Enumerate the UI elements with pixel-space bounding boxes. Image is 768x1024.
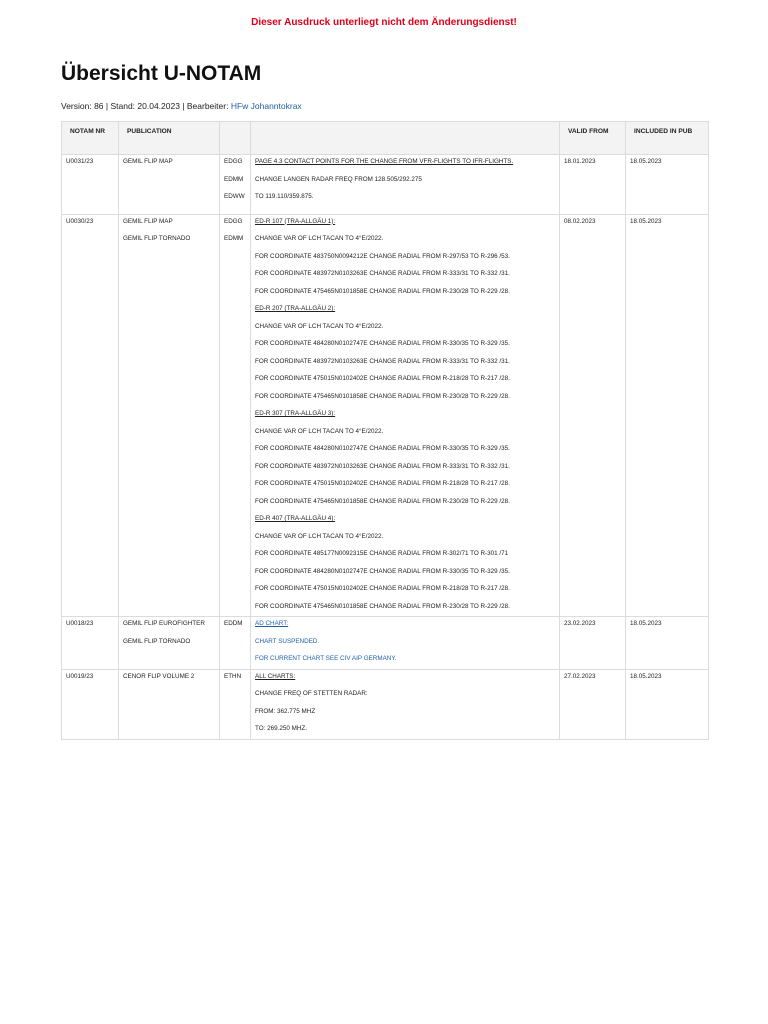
meta-text: Version: 86 | Stand: 20.04.2023 | Bearbeiter: (61, 101, 231, 111)
notam-text-line: FOR COORDINATE 475465N0101858E CHANGE RADIAL FROM R-230/28 TO R-229 /28. (255, 287, 510, 295)
location-code: EDMM (224, 175, 244, 183)
notam-text-cell (251, 155, 560, 215)
notam-text-line: FOR COORDINATE 484280N0102747E CHANGE RADIAL FROM R-330/35 TO R-329 /35. (255, 567, 510, 575)
publication-cell (119, 214, 220, 617)
publication-item: GEMIL FLIP MAP (123, 217, 173, 225)
included-in-pub-cell: 18.05.2023 (626, 617, 709, 670)
notam-heading[interactable]: ED-R 307 (TRA-ALLGÄU 3): (255, 410, 336, 417)
author-link[interactable]: HFw Johanntokrax (230, 101, 302, 111)
included-in-pub-cell: 18.05.2023 (626, 155, 709, 215)
notam-text-line: FOR COORDINATE 485177N0092315E CHANGE RADIAL FROM R-302/71 TO R-301 /71 (255, 550, 509, 557)
notam-text-cell (251, 617, 560, 670)
notam-text-line: CHANGE FREQ OF STETTEN RADAR: (255, 690, 368, 697)
header-publication[interactable]: PUBLICATION (119, 122, 220, 155)
publication-item: GEMIL FLIP EUROFIGHTER (123, 620, 205, 627)
notam-text-line: TO: 269.250 MHZ. (255, 725, 308, 732)
header-location (220, 122, 251, 155)
location-cell (220, 669, 251, 739)
notam-text-line: FOR COORDINATE 475015N0102402E CHANGE RADIAL FROM R-218/28 TO R-217 /28. (255, 480, 510, 487)
document-meta (61, 101, 302, 111)
location-code: EDGG (224, 158, 243, 165)
publication-cell (119, 669, 220, 739)
notam-heading[interactable]: ED-R 207 (TRA-ALLGÄU 2): (255, 305, 336, 312)
notam-text-line: CHART SUSPENDED. (255, 637, 320, 645)
included-in-pub-cell: 18.05.2023 (626, 669, 709, 739)
notam-text-line: FOR COORDINATE 475465N0101858E CHANGE RADIAL FROM R-230/28 TO R-229 /28. (255, 602, 510, 610)
valid-from-cell: 08.02.2023 (560, 214, 626, 617)
publication-item: GEMIL FLIP MAP (123, 158, 173, 165)
publication-item: GEMIL FLIP TORNADO (123, 637, 191, 645)
location-cell (220, 155, 251, 215)
location-code: ETHN (224, 672, 242, 680)
notam-text-line: FOR COORDINATE 483750N0094212E CHANGE RADIAL FROM R-297/53 TO R-296 /53. (255, 252, 510, 260)
publication-cell (119, 617, 220, 670)
notam-text-line: FOR COORDINATE 475465N0101858E CHANGE RADIAL FROM R-230/28 TO R-229 /28. (255, 392, 510, 400)
notam-text-line: FOR COORDINATE 484280N0102747E CHANGE RADIAL FROM R-330/35 TO R-329 /35. (255, 445, 510, 452)
notam-text-line: FOR COORDINATE 475015N0102402E CHANGE RADIAL FROM R-218/28 TO R-217 /28. (255, 585, 510, 592)
notam-heading[interactable]: ED-R 107 (TRA-ALLGÄU 1): (255, 217, 336, 225)
location-code: EDGG (224, 217, 243, 225)
table-row (62, 669, 709, 739)
notam-text-line: FOR COORDINATE 475015N0102402E CHANGE RADIAL FROM R-218/28 TO R-217 /28. (255, 375, 510, 382)
notam-text-cell (251, 214, 560, 617)
notam-heading[interactable]: PAGE 4.3 CONTACT POINTS FOR THE CHANGE FROM VFR-FLIGHTS TO IFR-FLIGHTS. (255, 158, 514, 165)
notam-nr-cell: U0031/23 (62, 155, 119, 215)
print-warning: Dieser Ausdruck unterliegt nicht dem Änderungsdienst! (251, 17, 517, 28)
publication-item: CENOR FLIP VOLUME 2 (123, 672, 195, 680)
table-row (62, 617, 709, 670)
notam-text-line: CHANGE LANGEN RADAR FREQ FROM 128.505/292.275 (255, 175, 422, 183)
header-valid-from[interactable]: VALID FROM (560, 122, 626, 155)
notam-nr-cell: U0018/23 (62, 617, 119, 670)
header-notam-nr[interactable]: NOTAM NR (62, 122, 119, 155)
notam-text-line: FOR COORDINATE 484280N0102747E CHANGE RADIAL FROM R-330/35 TO R-329 /35. (255, 340, 510, 347)
notam-text-line: TO 119.110/359.875. (255, 193, 314, 200)
publication-item: GEMIL FLIP TORNADO (123, 235, 191, 242)
valid-from-cell: 23.02.2023 (560, 617, 626, 670)
location-code: EDWW (224, 193, 245, 200)
notam-text-line: FOR COORDINATE 483972N0103263E CHANGE RADIAL FROM R-333/31 TO R-332 /31. (255, 270, 510, 277)
notam-table-body (62, 155, 709, 740)
notam-text-line: CHANGE VAR OF LCH TACAN TO 4°E/2022. (255, 427, 384, 435)
notam-table (61, 121, 709, 740)
table-row (62, 155, 709, 215)
page-title: Übersicht U-NOTAM (61, 62, 262, 85)
valid-from-cell: 18.01.2023 (560, 155, 626, 215)
publication-cell (119, 155, 220, 215)
location-cell (220, 214, 251, 617)
included-in-pub-cell: 18.05.2023 (626, 214, 709, 617)
notam-text-line: CHANGE VAR OF LCH TACAN TO 4°E/2022. (255, 322, 384, 330)
notam-heading[interactable]: AD CHART: (255, 620, 289, 627)
notam-text-line: FOR COORDINATE 483972N0103263E CHANGE RADIAL FROM R-333/31 TO R-332 /31. (255, 357, 510, 365)
notam-text-cell (251, 669, 560, 739)
header-text (251, 122, 560, 155)
notam-nr-cell: U0019/23 (62, 669, 119, 739)
header-included-in-pub[interactable]: INCLUDED IN PUB (626, 122, 709, 155)
notam-text-line: CHANGE VAR OF LCH TACAN TO 4°E/2022. (255, 235, 384, 242)
notam-text-line: CHANGE VAR OF LCH TACAN TO 4°E/2022. (255, 532, 384, 540)
table-header-row (62, 122, 709, 155)
notam-nr-cell: U0030/23 (62, 214, 119, 617)
notam-heading[interactable]: ALL CHARTS: (255, 672, 296, 680)
notam-heading[interactable]: ED-R 407 (TRA-ALLGÄU 4): (255, 515, 336, 522)
notam-text-line: FOR COORDINATE 483972N0103263E CHANGE RADIAL FROM R-333/31 TO R-332 /31. (255, 462, 510, 470)
location-code: EDMM (224, 235, 244, 242)
notam-text-line: FROM: 362.775 MHZ (255, 707, 316, 715)
valid-from-cell: 27.02.2023 (560, 669, 626, 739)
notam-text-line: FOR CURRENT CHART SEE CIV AIP GERMANY. (255, 655, 397, 662)
location-cell (220, 617, 251, 670)
notam-text-line: FOR COORDINATE 475465N0101858E CHANGE RADIAL FROM R-230/28 TO R-229 /28. (255, 497, 510, 505)
location-code: EDDM (224, 620, 243, 627)
table-row (62, 214, 709, 617)
